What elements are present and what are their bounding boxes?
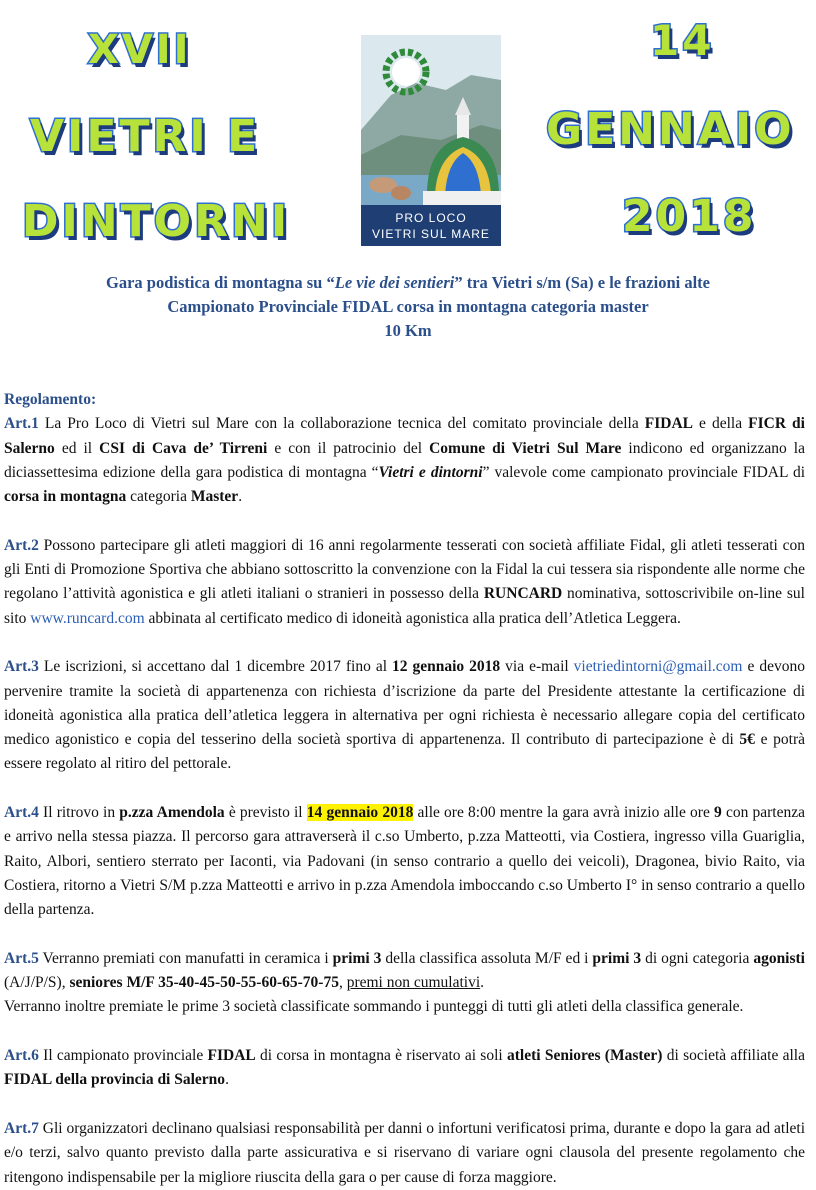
article-3: Art.3 Le iscrizioni, si accettano dal 1 dicembre 2017 fino al 12 gennaio 2018 via e-mail vietriedintorni@gmail.com e devono pervenire tramite la società di appartenenza con richiesta d’iscrizione da parte del Presidente attestante la certificazione di idoneità agonistica alla pratica dell’atletica leggera in alternativa per ogni richiesta è necessario allegare copia del certificato medico agonistico e copia del tesserino della società sportiva di appartenenza. Il contributo di partecipazione è di 5€ e potrà essere regolato al ritiro del pettorale. (4, 658, 805, 773)
article-label: Art.2 (4, 536, 39, 554)
article-4: Art.4 Il ritrovo in p.zza Amendola è previsto il 14 gennaio 2018 alle ore 8:00 mentre la gara avrà inizio alle ore 9 con partenza e arrivo nella stessa piazza. Il percorso gara attraverserà il c.so Umberto, p.zza Matteotti, via Costiera, ingresso villa Guariglia, Raito, Albori, sentiero sterrato per Iaconti, via Padovani (in senso contrario a quello dei veicoli), Dragonea, bivio Raito, via Costiera, ritorno a Vietri S/M p.zza Matteotti e arrivo in p.zza Amendola imboccando c.so Umberto I° in senso contrario a quello della partenza. (4, 804, 805, 919)
title-month: GENNAIO (546, 104, 795, 155)
title-year: 2018 (622, 191, 757, 242)
article-label: Art.4 (4, 804, 39, 822)
runcard-link[interactable]: www.runcard.com (30, 609, 145, 627)
article-5: Art.5 Verranno premiati con manufatti in ceramica i primi 3 della classifica assoluta M/F ed i primi 3 di ogni categoria agonisti (A/J/P/S), seniores M/F 35-40-45-50-55-60-65-70-75, premi non cumulativi. Verranno inoltre premiate le prime 3 società classificate sommando i punteggi di tutti gli atleti della classifica generale. (4, 949, 805, 1016)
article-7: Art.7 Gli organizzatori declinano qualsiasi responsabilità per danni o infortuni verificatosi prima, durante e dopo la gara ad atleti e/o terzi, salvo quanto previsto dalla parte assicurativa e si riservano di variare ogni clausola del presente regolamento che ritengono indispensabile per la migliore riuscita della gara o per cause di forza maggiore. (4, 1119, 805, 1186)
article-label: Art.7 (4, 1119, 39, 1137)
article-label: Art.3 (4, 658, 39, 676)
regolamento-heading: Regolamento: (4, 391, 97, 408)
article-label: Art.1 (4, 415, 39, 433)
title-dintorni: DINTORNI (22, 196, 291, 247)
logo-line1: PRO LOCO (395, 211, 467, 225)
article-1: Regolamento: Art.1 La Pro Loco di Vietri sul Mare con la collaborazione tecnica del comitato provinciale della FIDAL e della FICR di Salerno ed il CSI di Cava de’ Tirreni e con il patrocinio del Comune di Vietri Sul Mare indicono ed organizzano la diciassettesima edizione della gara podistica di montagna “Vietri e dintorni” valevole come campionato provinciale FIDAL di corsa in montagna categoria Master. (4, 391, 805, 506)
logo-line2: VIETRI SUL MARE (372, 227, 490, 241)
pro-loco-logo (361, 35, 501, 246)
subtitle-line1: Gara podistica di montagna su “Le vie dei sentieri” tra Vietri s/m (Sa) e le frazioni alte (105, 273, 710, 292)
article-label: Art.6 (4, 1047, 39, 1065)
regulation-body (4, 388, 805, 1190)
article-label: Art.5 (4, 949, 39, 967)
highlighted-date: 14 gennaio 2018 (306, 804, 414, 822)
subtitle-line2: Campionato Provinciale FIDAL corsa in montagna categoria master (167, 297, 649, 316)
article-2: Art.2 Possono partecipare gli atleti maggiori di 16 anni regolarmente tesserati con società affiliate Fidal, gli atleti tesserati con gli Enti di Promozione Sportiva che abbiano sottoscritto la convenzione con la Fidal la cui tessera sia rispondente alle norme che regolano l’attività agonistica e gli atleti italiani o stranieri in possesso della RUNCARD nominativa, sottoscrivibile on-line sul sito www.runcard.com abbinata al certificato medico di idoneità agonistica alla pratica dell’Atletica Leggera. (4, 536, 805, 627)
subtitle-distance: 10 Km (384, 321, 432, 340)
title-edition: XVII (88, 27, 192, 73)
title-day: 14 (650, 16, 715, 65)
email-link[interactable]: vietriedintorni@gmail.com (573, 658, 743, 676)
title-vietri: VIETRI E (30, 111, 261, 162)
article-6: Art.6 Il campionato provinciale FIDAL di corsa in montagna è riservato ai soli atleti Seniores (Master) di società affiliate alla FIDAL della provincia di Salerno. (4, 1047, 805, 1089)
